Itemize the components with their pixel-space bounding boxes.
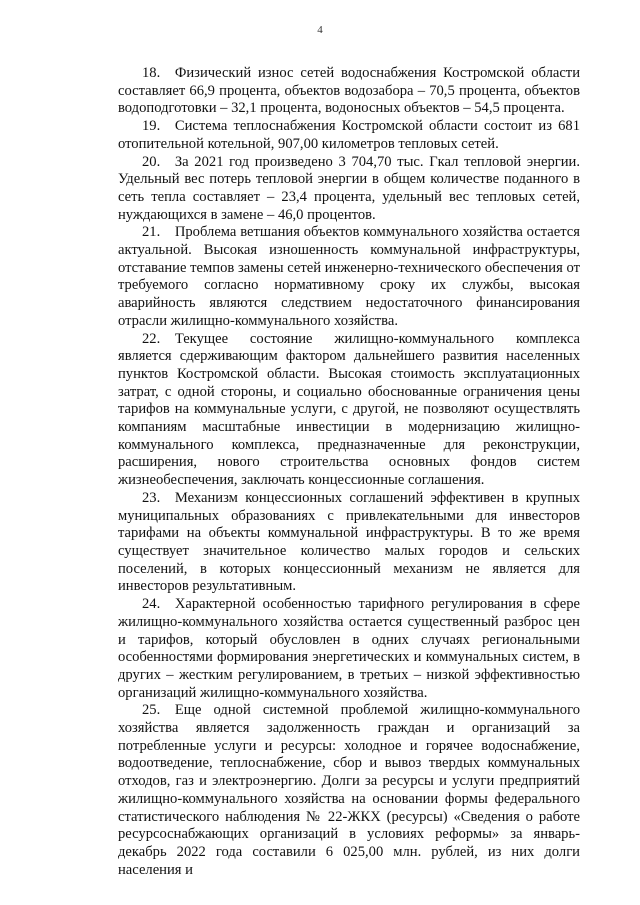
paragraph-text: Характерной особенностью тарифного регулирования в сфере жилищно-коммунального хозяйства остается существенный разброс цен и тарифов, который обусловлен в одних случаях региональными особенностями формирования энергетических и коммунальных систем, в других – жестким регулированием, в третьих – низкой эффективностью организаций жилищно-коммунального хозяйства.: [118, 596, 580, 701]
paragraph-text: Еще одной системной проблемой жилищно-коммунального хозяйства является задолженность граждан и организаций за потребленные услуги и ресурсы: холодное и горячее водоснабжение, водоотведение, теплоснабжение, сбор и вывоз твердых коммунальных отходов, газ и электроэнергию. Долги за ресурсы и услуги предприятий жилищно-коммунального хозяйства на основании формы федерального статистического наблюдения № 22-ЖКХ (ресурсы) «Сведения о работе ресурсоснабжающих организаций в условиях реформы» за январь-декабрь 2022 года составили 6 025,00 млн. рублей, из них долги населения и: [118, 702, 580, 878]
paragraph-number: 18.: [142, 65, 161, 81]
paragraph-text: За 2021 год произведено 3 704,70 тыс. Гкал тепловой энергии. Удельный вес потерь тепловой энергии в общем количестве поданного в сеть тепла составляет – 23,4 процента, удельный вес тепловых сетей, нуждающихся в замене – 46,0 процентов.: [118, 153, 580, 223]
paragraph-text: Механизм концессионных соглашений эффективен в крупных муниципальных образованиях с привлекательными для инвесторов тарифами на объекты коммунальной инфраструктуры. В то же время существует значительное количество малых городов и сельских поселений, в которых концессионный механизм не является для инвесторов результативным.: [118, 489, 580, 595]
paragraph-19: [118, 118, 580, 153]
paragraph-number: 20.: [142, 153, 161, 170]
document-body: [118, 65, 580, 879]
paragraph-text: Физический износ сетей водоснабжения Костромской области составляет 66,9 процента, объектов водозабора – 70,5 процента, объектов водоподготовки – 32,1 процента, водоносных объектов – 54,5 процента.: [118, 65, 580, 117]
paragraph-text: Текущее состояние жилищно-коммунального комплекса является сдерживающим фактором дальнейшего развития населенных пунктов Костромской области. Высокая стоимость эксплуатационных затрат, с одной стороны, и социально обоснованные ограничения цены тарифов на коммунальные услуги, с другой, не позволяют осуществлять компаниям масштабные инвестиции в модернизацию жилищно-коммунального комплекса, предназначенные для реконструкции, расширения, нового строительства основных фондов систем жизнеобеспечения, заключать концессионные соглашения.: [118, 330, 580, 489]
page-number: 4: [317, 24, 323, 36]
paragraph-number: 23.: [142, 489, 161, 506]
paragraph-24: [118, 596, 580, 702]
paragraph-25: [118, 702, 580, 879]
paragraph-number: 25.: [142, 702, 161, 719]
paragraph-number: 24.: [142, 596, 161, 613]
paragraph-20: [118, 154, 580, 225]
paragraph-number: 22.: [142, 330, 161, 347]
paragraph-18: [118, 65, 580, 118]
paragraph-21: [118, 224, 580, 330]
paragraph-number: 19.: [142, 118, 161, 135]
paragraph-22: [118, 331, 580, 490]
paragraph-number: 21.: [142, 224, 161, 241]
paragraph-23: [118, 490, 580, 596]
paragraph-text: Система теплоснабжения Костромской области состоит из 681 отопительной котельной, 907,00 километров тепловых сетей.: [118, 118, 580, 152]
paragraph-text: Проблема ветшания объектов коммунального хозяйства остается актуальной. Высокая изношенность коммунальной инфраструктуры, отставание темпов замены сетей инженерно-технического обеспечения от требуемого согласно нормативному сроку их службы, высокая аварийность являются следствием недостаточного финансирования отрасли жилищно-коммунального хозяйства.: [118, 224, 580, 329]
